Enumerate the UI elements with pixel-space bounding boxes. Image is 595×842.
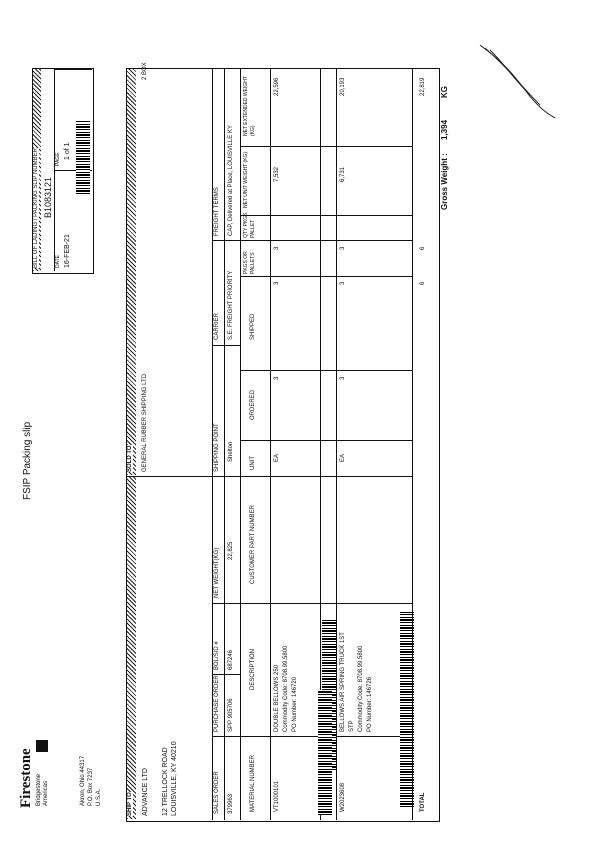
val-bol-sid: 687246 xyxy=(228,649,234,670)
row2-desc-2: STP xyxy=(349,720,355,732)
ship-to-line-1: 12 TRELLOCK ROAD xyxy=(162,747,169,816)
col-shipped: SHIPPED xyxy=(250,313,256,340)
page-label: PAGE xyxy=(55,152,61,166)
val-shipping-point: Shelton xyxy=(228,441,234,462)
row1-pkgs: 3 xyxy=(274,246,280,250)
col-net-extended-weight: NET EXTENDED WEIGHT (KG) xyxy=(243,76,256,136)
sold-to-line-2: 2 BOX xyxy=(142,62,148,80)
gross-weight-unit: KG xyxy=(440,86,449,98)
col-pkgs-pallets: PKGS OR PALLETS xyxy=(243,251,256,274)
row2-desc-4: PO Number: 146726 xyxy=(367,676,373,732)
sender-line-3: U.S.A. xyxy=(96,788,102,806)
row2-desc-1: BELLOWS AIR SPRING TRUCK 1ST xyxy=(340,632,346,732)
val-sales-order: 379963 xyxy=(228,793,234,814)
row1-desc-3: PO Number: 146720 xyxy=(292,676,298,732)
row2-net-unit: 6,731 xyxy=(340,166,346,182)
row1-unit: EA xyxy=(274,453,280,462)
brand-mark-icon xyxy=(36,740,48,752)
col-customer-part: CUSTOMER PART NUMBER xyxy=(250,505,256,584)
sold-to-label: SOLD TO xyxy=(127,445,133,472)
ship-to-label: SHIP TO xyxy=(127,792,133,816)
brand-subtitle-2: Americas xyxy=(43,780,49,806)
col-qty-pkgs: QTY PKGS PALLET xyxy=(243,212,256,238)
row2-unit: EA xyxy=(340,453,346,462)
bol-label: BILL OF LADING / PACKING SLIP NUMBER xyxy=(33,148,39,268)
hdr-purchase-order: PURCHASE ORDER xyxy=(214,675,220,732)
row1-shipped: 3 xyxy=(274,281,280,285)
col-unit: UNIT xyxy=(250,456,256,470)
col-ordered: ORDERED xyxy=(250,389,256,420)
signature xyxy=(470,40,560,120)
row2-barcode-left xyxy=(318,690,332,815)
row2-net-extended: 20,193 xyxy=(340,77,346,96)
hdr-net-weight: NET WEIGHT(KG) xyxy=(214,547,220,598)
col-net-unit-weight: NET UNIT WEIGHT (KG) xyxy=(243,151,249,208)
row2-ordered: 3 xyxy=(340,376,346,380)
row1-net-unit: 7,532 xyxy=(274,166,280,182)
val-freight-terms: CAP, Delivered at Place, LOUISVILLE KY xyxy=(228,125,234,236)
hdr-shipping-point: SHIPPING POINT xyxy=(214,423,220,472)
col-description: DESCRIPTION xyxy=(250,648,256,690)
row1-desc-1: DOUBLE BELLOWS 250 xyxy=(274,664,280,732)
col-material-number: MATERIAL NUMBER xyxy=(250,754,256,812)
row2-shipped: 3 xyxy=(340,281,346,285)
sender-line-1: Akron, Ohio 44317 xyxy=(80,755,86,806)
row1-desc-2: Commodity Code: 8708.99.5800 xyxy=(283,645,289,732)
page-title: FSIP Packing slip xyxy=(22,421,33,500)
page-value: 1 of 1 xyxy=(64,142,71,160)
ship-to-line-2: LOUISVILLE, KY 40210 xyxy=(171,741,178,816)
val-purchase-order: SPP 905706 xyxy=(228,698,234,732)
row1-ordered: 3 xyxy=(274,376,280,380)
sold-to-line-1: GENERAL RUBBER SHIPPING LTD xyxy=(142,373,148,472)
bol-barcode xyxy=(76,120,90,194)
date-label: DATE xyxy=(55,255,61,268)
total-net-extended: 22,819 xyxy=(420,77,426,96)
hdr-carrier: CARRIER xyxy=(214,312,220,340)
row1-material: VT1000101 xyxy=(274,780,280,812)
val-carrier: S.E. FREIGHT PRIORITY xyxy=(228,270,234,340)
brand-logo: Firestone xyxy=(18,748,34,808)
row1-net-extended: 22,596 xyxy=(274,77,280,96)
hdr-freight-terms: FREIGHT TERMS xyxy=(214,187,220,236)
total-shipped: 6 xyxy=(420,281,426,285)
total-pkgs: 6 xyxy=(420,246,426,250)
hdr-bol-sid: BOL/SID # xyxy=(214,641,220,670)
total-label: TOTAL xyxy=(420,792,426,812)
row2-desc-3: Commodity Code: 8708.99.5800 xyxy=(358,645,364,732)
bol-number: B1083121 xyxy=(43,176,53,218)
gross-weight-value: 1,394 xyxy=(440,119,449,140)
val-net-weight: 22,825 xyxy=(228,541,234,560)
row2-pkgs: 3 xyxy=(340,246,346,250)
brand-subtitle: Bridgestone xyxy=(36,773,42,806)
date-value: 16-FEB-21 xyxy=(64,234,71,268)
ship-to-name: ADVANCE LTD xyxy=(142,768,149,816)
hdr-sales-order: SALES ORDER xyxy=(214,771,220,814)
row2-material: W2023608 xyxy=(340,782,346,812)
gross-weight-label: Gross Weight : xyxy=(440,153,449,210)
sender-line-2: P.O. Box 7237 xyxy=(88,767,94,806)
